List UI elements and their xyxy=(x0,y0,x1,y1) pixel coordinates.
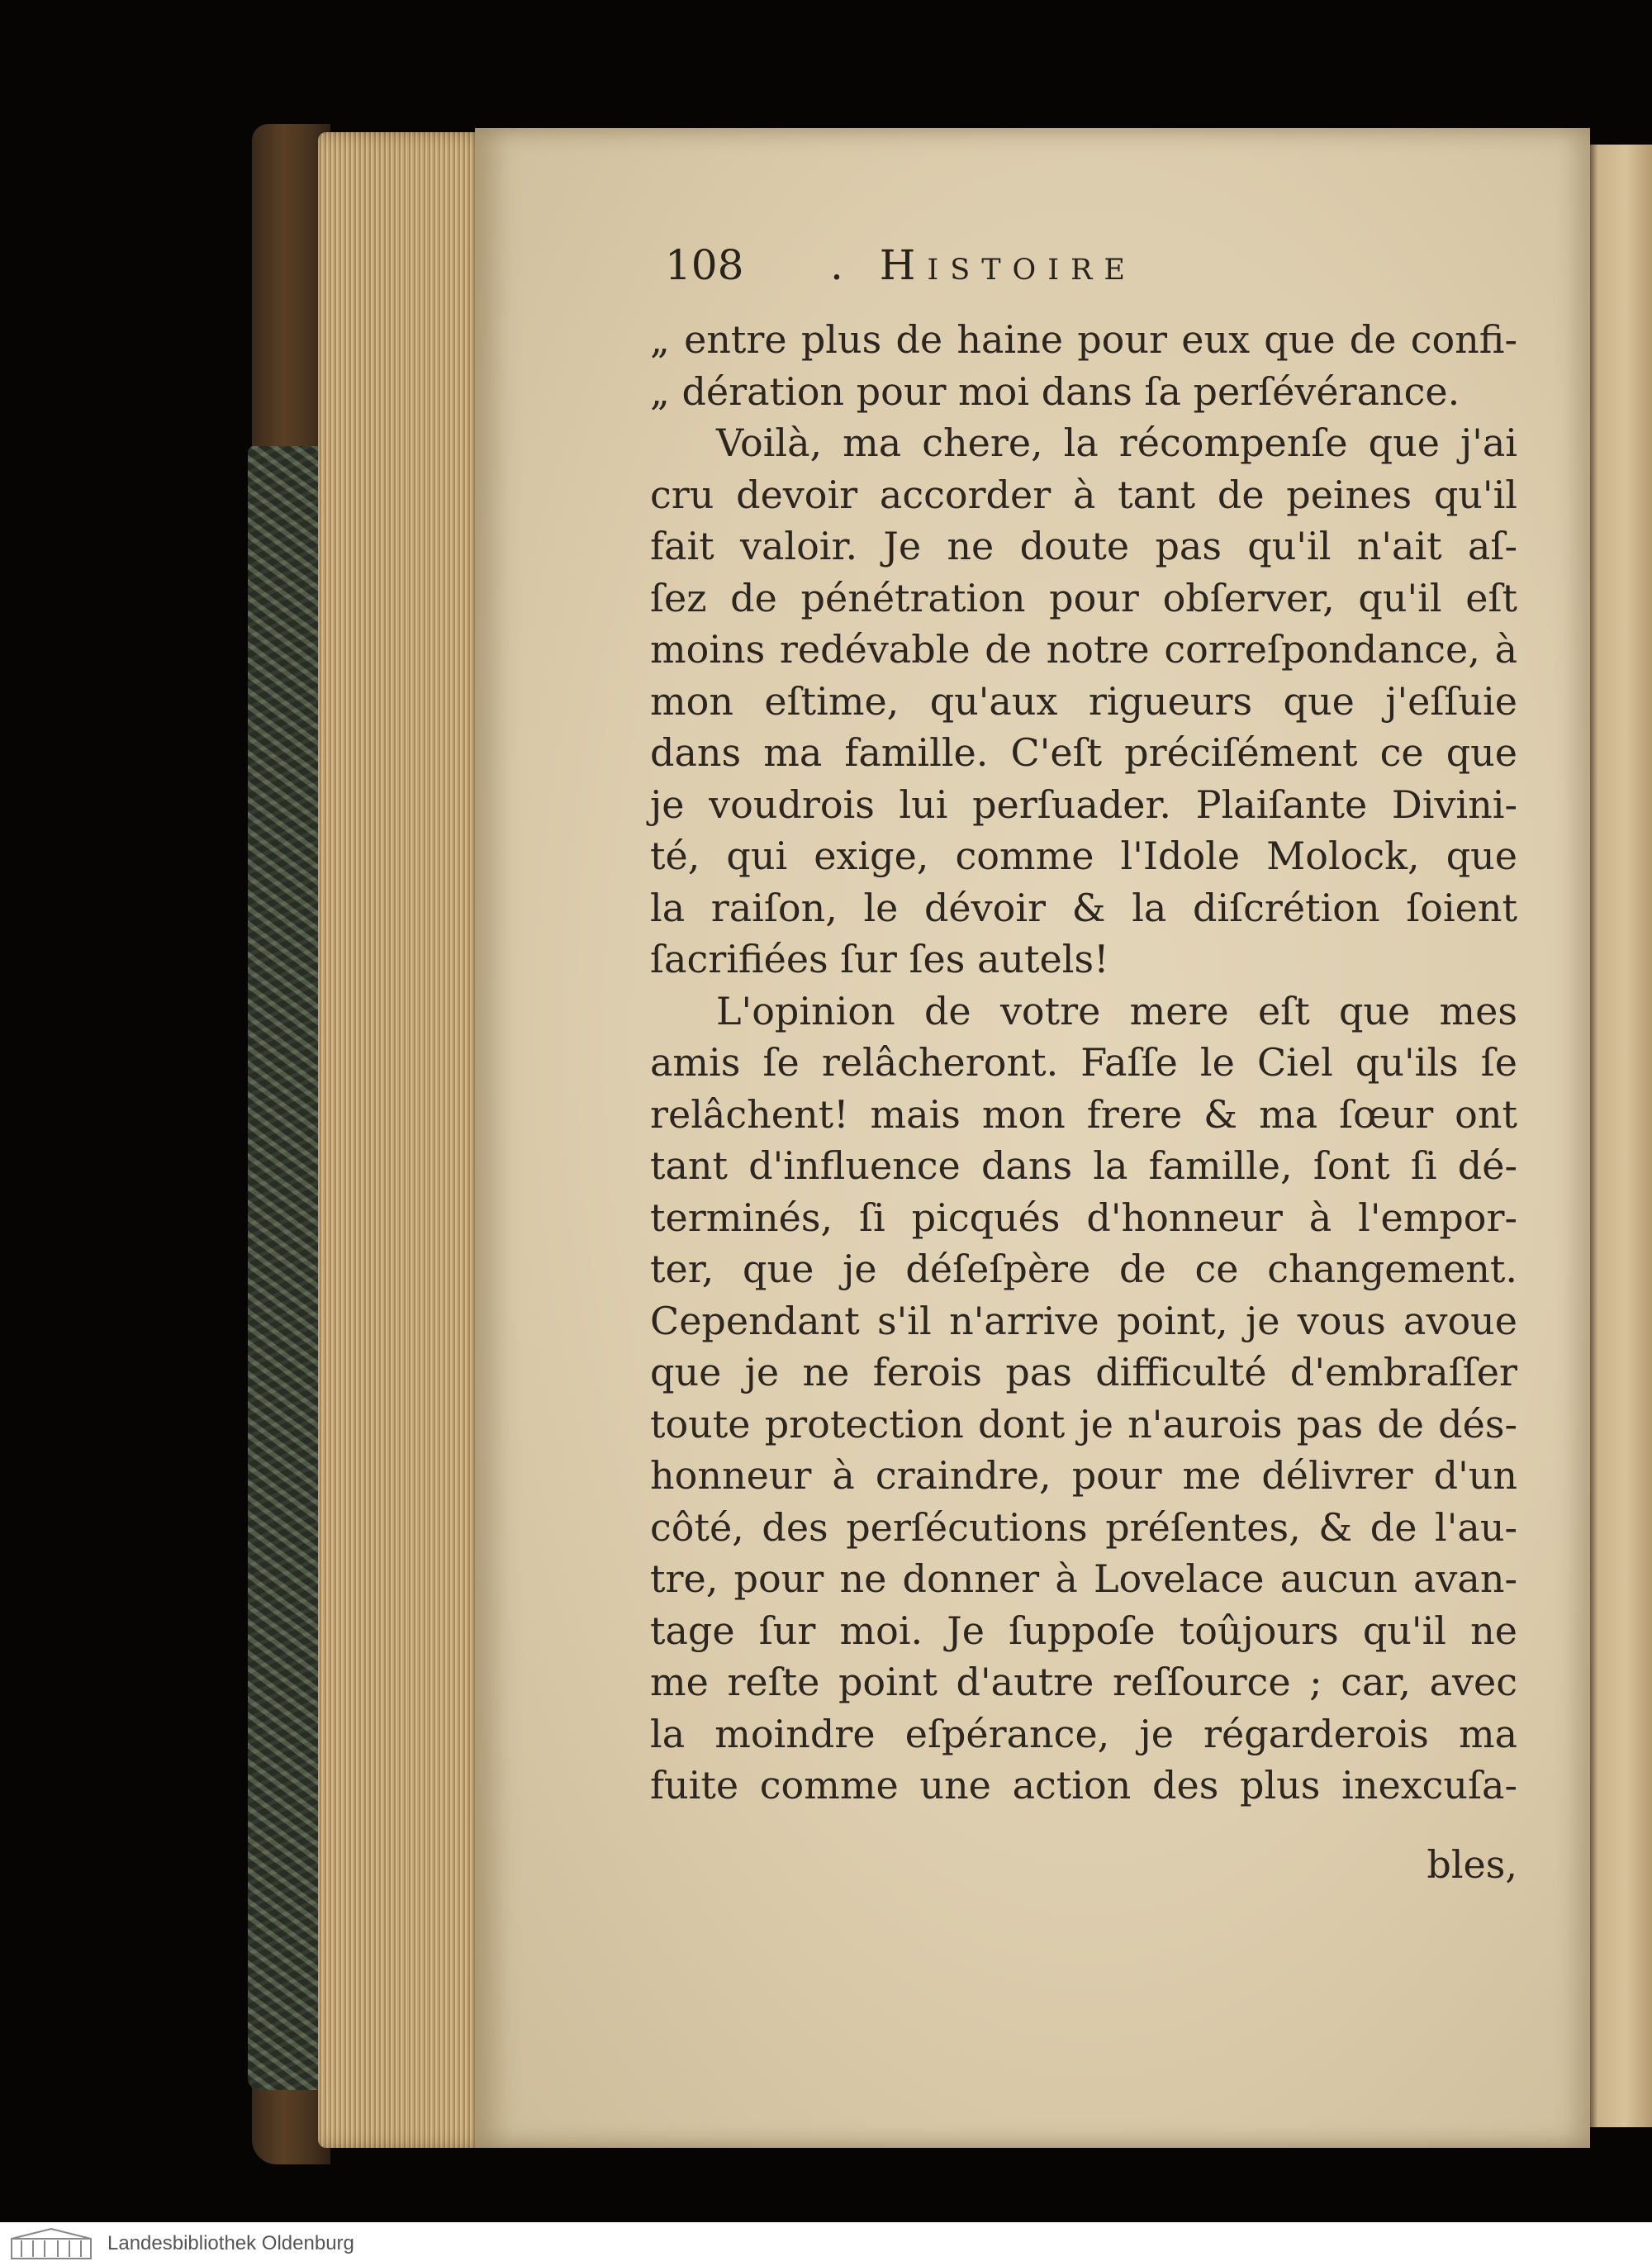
library-name: Landesbibliothek Oldenburg xyxy=(107,2232,354,2254)
marbled-cover xyxy=(248,446,318,2090)
library-building-icon xyxy=(10,2227,93,2260)
text-line: me reſte point d'autre reſſource ; car, avec xyxy=(650,1660,1517,1704)
facing-page-edge xyxy=(1586,145,1652,2127)
text-line: fuite comme une action des plus inexcuſa- xyxy=(650,1763,1517,1808)
body-text xyxy=(650,314,1517,1812)
page-number: 108 xyxy=(665,241,744,289)
text-line: tage ſur moi. Je ſuppoſe toûjours qu'il ne xyxy=(650,1608,1517,1653)
text-line: moins redévable de notre correſpondance, à xyxy=(650,627,1517,672)
text-line: ſacrifiées ſur ſes autels! xyxy=(650,937,1109,981)
text-line: mon eſtime, qu'aux rigueurs que j'eſſuie xyxy=(650,678,1517,724)
text-line: té, qui exige, comme l'Idole Molock, que xyxy=(650,834,1517,878)
running-title: . Histoire xyxy=(830,241,1137,289)
text-line: la moindre eſpérance, je régarderois ma xyxy=(650,1711,1517,1756)
text-line: „ dération pour moi dans ſa perſévérance. xyxy=(650,368,1460,414)
text-line: Voilà, ma chere, la récompenſe que j'ai xyxy=(716,420,1517,465)
page-header xyxy=(665,241,1491,307)
text-line: je voudrois lui perſuader. Plaiſante Divini- xyxy=(650,781,1517,827)
text-line: terminés, ſi picqués d'honneur à l'empor- xyxy=(650,1195,1517,1240)
text-line: L'opinion de votre mere eſt que mes xyxy=(716,988,1517,1033)
text-line: cru devoir accorder à tant de peines qu'il xyxy=(650,472,1517,517)
text-line: côté, des perſécutions préſentes, & de l'au- xyxy=(650,1504,1517,1550)
text-line: tant d'influence dans la famille, ſont ſi dé- xyxy=(650,1143,1517,1188)
text-line: toute protection dont je n'aurois pas de dés- xyxy=(650,1401,1517,1447)
text-line: fait valoir. Je ne doute pas qu'il n'ait aſ- xyxy=(650,524,1517,568)
text-line: „ entre plus de haine pour eux que de confi- xyxy=(650,317,1517,362)
text-line: que je ne ferois pas difficulté d'embraſſer xyxy=(650,1350,1517,1394)
page-block-edge xyxy=(318,132,491,2148)
text-line: tre, pour ne donner à Lovelace aucun avan- xyxy=(650,1556,1517,1601)
text-line: dans ma famille. C'eſt préciſément ce que xyxy=(650,730,1517,775)
text-line: ter, que je déſeſpère de ce changement. xyxy=(650,1247,1517,1291)
text-line: Cependant s'il n'arrive point, je vous avoue xyxy=(650,1298,1517,1343)
text-line: honneur à craindre, pour me délivrer d'un xyxy=(650,1453,1517,1498)
catchword: bles, xyxy=(1427,1842,1517,1887)
footer-bar xyxy=(0,2222,1652,2266)
book-page xyxy=(475,128,1590,2148)
text-line: ſez de pénétration pour obſerver, qu'il eſt xyxy=(650,575,1517,620)
text-line: la raiſon, le dévoir & la diſcrétion ſoient xyxy=(650,885,1517,930)
text-line: relâchent! mais mon frere & ma ſœur ont xyxy=(650,1091,1517,1137)
text-line: amis ſe relâcheront. Faſſe le Ciel qu'ils ſe xyxy=(650,1040,1517,1085)
